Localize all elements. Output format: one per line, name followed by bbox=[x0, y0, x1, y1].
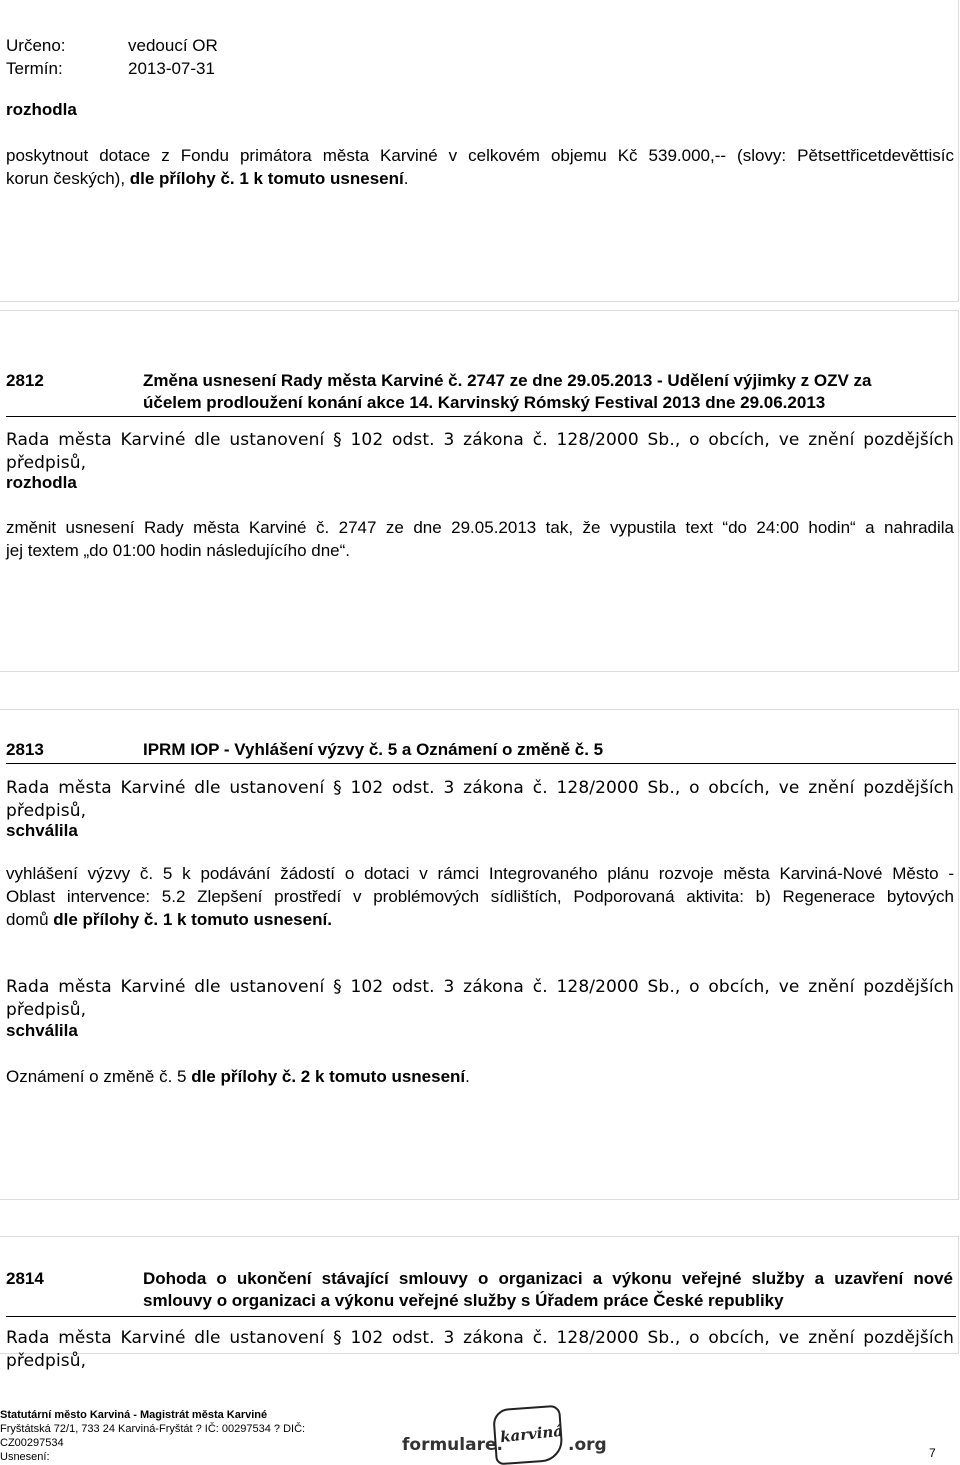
approval-verb-1: schválila bbox=[6, 821, 78, 840]
deadline-label: Termín: bbox=[6, 59, 63, 78]
footer-vat: CZ00297534 bbox=[0, 1437, 64, 1449]
decision-verb: rozhodla bbox=[6, 100, 77, 119]
attachment-reference: dle přílohy č. 1 k tomuto usnesení bbox=[129, 169, 404, 188]
resolution-number: 2812 bbox=[6, 371, 44, 390]
footer-organization: Statutární město Karviná - Magistrát města Karviné bbox=[0, 1409, 268, 1421]
decision-line-2-text: korun českých), bbox=[6, 169, 130, 188]
resolution-title-line-1: Dohoda o ukončení stávající smlouvy o organizaci a výkonu veřejné služby a uzavření nové bbox=[143, 1269, 953, 1288]
approval-verb-2: schválila bbox=[6, 1021, 78, 1040]
footer bbox=[0, 1408, 330, 1464]
decision-line-2: jej textem „do 01:00 hodin následujícího dne“. bbox=[6, 541, 351, 560]
legal-basis-2-text: Rada města Karviné dle ustanovení § 102 odst. 3 zákona č. 128/2000 Sb., o obcích, ve znění pozdějších předpisů, bbox=[6, 977, 954, 1020]
legal-basis bbox=[6, 429, 954, 475]
attachment-reference-1: dle přílohy č. 1 k tomuto usnesení. bbox=[53, 910, 332, 929]
resolution-title-line-2: účelem prodloužení konání akce 14. Karvinský Rómský Festival 2013 dne 29.06.2013 bbox=[143, 393, 826, 412]
logo-text-formulare: formulare. bbox=[402, 1435, 503, 1455]
title-divider bbox=[6, 416, 956, 417]
decision-text bbox=[6, 144, 954, 190]
footer-address: Fryštátská 72/1, 733 24 Karviná-Fryštát ? IČ: 00297534 ? DIČ: bbox=[0, 1423, 306, 1435]
top-section bbox=[0, 0, 959, 302]
resolution-2813 bbox=[0, 709, 959, 1200]
page-number: 7 bbox=[929, 1446, 936, 1460]
decision-line-2 bbox=[6, 167, 954, 190]
resolution-title bbox=[143, 1268, 953, 1312]
decision-verb: rozhodla bbox=[6, 473, 77, 492]
resolution-title-line-1: Změna usnesení Rady města Karviné č. 2747 ze dne 29.05.2013 - Udělení výjimky z OZV za bbox=[143, 371, 872, 390]
approval-1-line-3-text: domů bbox=[6, 910, 54, 929]
resolution-title: IPRM IOP - Vyhlášení výzvy č. 5 a Oznámení o změně č. 5 bbox=[143, 740, 604, 759]
approval-2-text: Oznámení o změně č. 5 bbox=[6, 1067, 192, 1086]
decision-line-2-end: . bbox=[403, 169, 409, 188]
deadline-value: 2013-07-31 bbox=[128, 59, 215, 78]
logo-text-org: .org bbox=[568, 1435, 607, 1455]
approval-1-line-2: Oblast intervence: 5.2 Zlepšení prostředí v problémových sídlištích, Podporovaná aktivita: b) Regenerace bytových bbox=[6, 887, 954, 906]
legal-basis-1 bbox=[6, 777, 954, 823]
logo-text-karvina: karviná bbox=[499, 1421, 564, 1447]
title-divider bbox=[6, 763, 956, 764]
decision-text bbox=[6, 516, 954, 562]
assigned-value: vedoucí OR bbox=[128, 36, 218, 55]
decision-line-1: poskytnout dotace z Fondu primátora města Karviné v celkovém objemu Kč 539.000,-- (slovy: Pětsettřicetdevěttisíc bbox=[6, 146, 954, 165]
legal-basis-1-text: Rada města Karviné dle ustanovení § 102 odst. 3 zákona č. 128/2000 Sb., o obcích, ve znění pozdějších předpisů, bbox=[6, 778, 954, 821]
approval-text-1 bbox=[6, 862, 954, 931]
legal-basis-2 bbox=[6, 976, 954, 1022]
resolution-number: 2814 bbox=[6, 1269, 44, 1288]
legal-basis-text: Rada města Karviné dle ustanovení § 102 odst. 3 zákona č. 128/2000 Sb., o obcích, ve znění pozdějších předpisů, bbox=[6, 430, 954, 473]
footer-document: Usnesení: bbox=[0, 1451, 50, 1463]
legal-basis bbox=[6, 1327, 954, 1373]
resolution-number: 2813 bbox=[6, 740, 44, 759]
attachment-reference-2: dle přílohy č. 2 k tomuto usnesení bbox=[191, 1067, 466, 1086]
resolution-2812 bbox=[0, 310, 959, 672]
assigned-label: Určeno: bbox=[6, 36, 66, 55]
formulare-karvina-logo bbox=[402, 1405, 617, 1463]
approval-text-2 bbox=[6, 1065, 954, 1088]
approval-2-end: . bbox=[465, 1067, 470, 1086]
title-divider bbox=[6, 1316, 956, 1317]
resolution-2814 bbox=[0, 1236, 959, 1371]
resolution-title-line-2: smlouvy o organizaci a výkonu veřejné služby s Úřadem práce České republiky bbox=[143, 1291, 784, 1310]
approval-1-line-1: vyhlášení výzvy č. 5 k podávání žádostí o dotaci v rámci Integrovaného plánu rozvoje města Karviná-Nové Město - bbox=[6, 864, 954, 883]
legal-basis-text: Rada města Karviné dle ustanovení § 102 odst. 3 zákona č. 128/2000 Sb., o obcích, ve znění pozdějších předpisů, bbox=[6, 1328, 954, 1371]
decision-line-1: změnit usnesení Rady města Karviné č. 2747 ze dne 29.05.2013 tak, že vypustila text “do 24:00 hodin“ a nahradila bbox=[6, 518, 954, 537]
approval-1-line-3 bbox=[6, 908, 954, 931]
